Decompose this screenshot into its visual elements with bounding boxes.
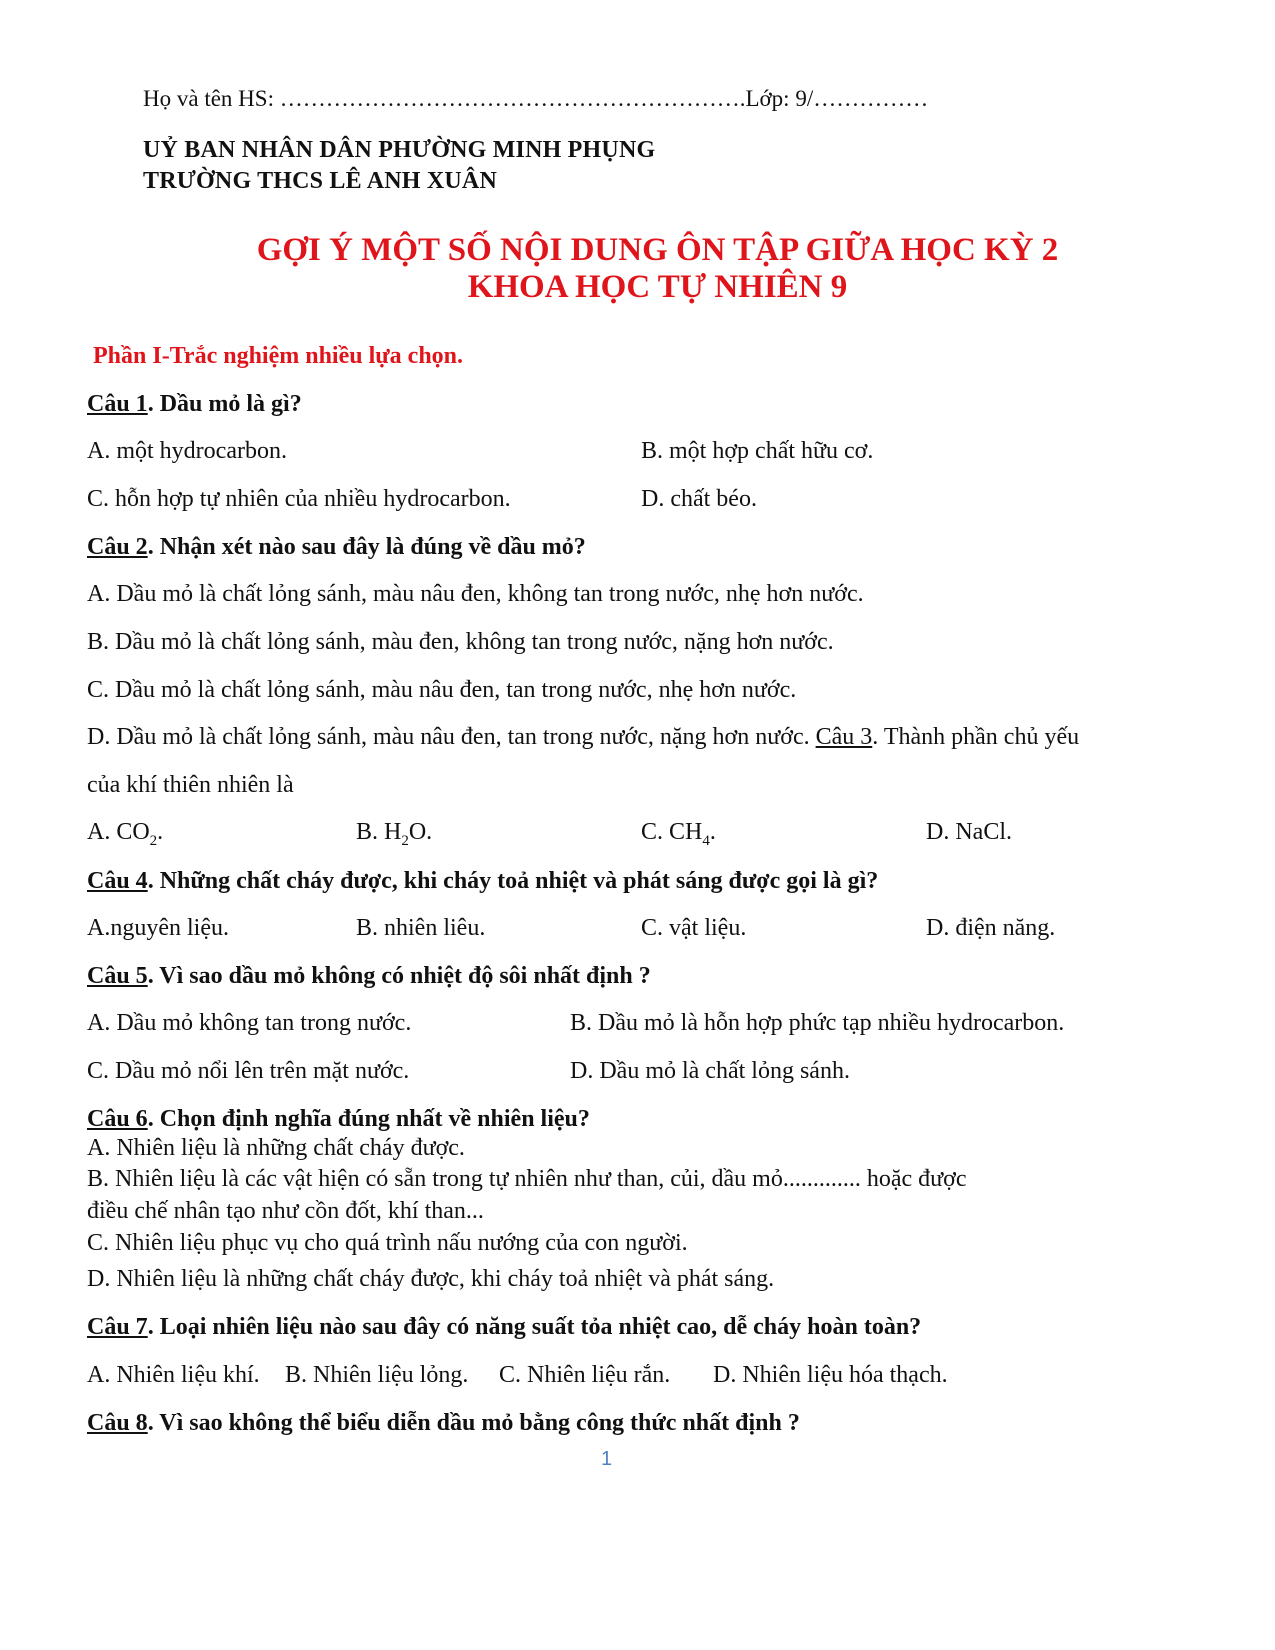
- question-text: . Nhận xét nào sau đây là đúng về dầu mỏ?: [147, 534, 586, 560]
- question-text: . Vì sao không thể biểu diễn dầu mỏ bằng công thức nhất định ?: [147, 1410, 800, 1436]
- student-name-dots: …………………………………………………….: [279, 86, 746, 111]
- question-text: . Loại nhiên liệu nào sau đây có năng suất tỏa nhiệt cao, dễ cháy hoàn toàn?: [147, 1314, 922, 1340]
- q2-option-b: B. Dầu mỏ là chất lỏng sánh, màu đen, không tan trong nước, nặng hơn nước.: [87, 629, 834, 655]
- question-3-text-cont: của khí thiên nhiên là: [87, 772, 294, 798]
- question-6: [87, 1106, 590, 1133]
- q3-a-post: .: [157, 819, 164, 845]
- title-line-1: GỢI Ý MỘT SỐ NỘI DUNG ÔN TẬP GIỮA HỌC KỲ 2: [256, 232, 1059, 268]
- question-number: Câu 8: [87, 1410, 148, 1436]
- page-number: 1: [601, 1448, 613, 1470]
- q3-option-a: [87, 819, 163, 850]
- q1-option-a: A. một hydrocarbon.: [87, 438, 287, 464]
- student-info-line: [143, 86, 928, 112]
- q1-option-c: C. hỗn hợp tự nhiên của nhiều hydrocarbon.: [87, 486, 511, 512]
- question-number: Câu 7: [87, 1314, 148, 1340]
- q3-option-b: [356, 819, 432, 850]
- q3-b-post: O.: [408, 819, 433, 845]
- question-5: [87, 963, 651, 990]
- q2-option-d-with-q3: [87, 724, 1079, 751]
- student-name-label: Họ và tên HS:: [143, 86, 280, 111]
- q7-option-d: D. Nhiên liệu hóa thạch.: [713, 1362, 948, 1388]
- q6-option-b-line1: B. Nhiên liệu là các vật hiện có sẵn trong tự nhiên như than, củi, dầu mỏ............. hoặc được: [87, 1166, 967, 1192]
- question-text: . Những chất cháy được, khi cháy toả nhiệt và phát sáng được gọi là gì?: [147, 868, 879, 894]
- q3-a-text: A. CO: [87, 819, 150, 845]
- q2-option-a: A. Dầu mỏ là chất lỏng sánh, màu nâu đen, không tan trong nước, nhẹ hơn nước.: [87, 581, 864, 607]
- class-dots: ……………: [813, 86, 929, 111]
- q3-a-sub: 2: [149, 832, 158, 849]
- part-1-heading: Phần I-Trắc nghiệm nhiều lựa chọn.: [93, 343, 464, 369]
- q3-c-sub: 4: [702, 832, 710, 849]
- q4-option-d: D. điện năng.: [926, 915, 1056, 941]
- q5-option-d: D. Dầu mỏ là chất lỏng sánh.: [570, 1058, 850, 1084]
- class-label: Lớp: 9/: [745, 86, 814, 111]
- question-3-number: Câu 3: [815, 724, 873, 750]
- question-number: Câu 6: [87, 1106, 148, 1132]
- question-text: . Vì sao dầu mỏ không có nhiệt độ sôi nhất định ?: [147, 963, 651, 989]
- q3-b-text: B. H: [356, 819, 402, 845]
- q7-option-a: A. Nhiên liệu khí.: [87, 1362, 260, 1388]
- question-8: [87, 1410, 800, 1437]
- question-number: Câu 1: [87, 391, 148, 417]
- q3-option-d: D. NaCl.: [926, 819, 1012, 845]
- question-3-text: . Thành phần chủ yếu: [872, 724, 1080, 750]
- q6-option-a: A. Nhiên liệu là những chất cháy được.: [87, 1135, 465, 1161]
- question-7: [87, 1314, 921, 1341]
- q6-option-b-line2: điều chế nhân tạo như cồn đốt, khí than...: [87, 1198, 484, 1224]
- question-number: Câu 5: [87, 963, 148, 989]
- q7-option-c: C. Nhiên liệu rắn.: [499, 1362, 671, 1388]
- q5-option-a: A. Dầu mỏ không tan trong nước.: [87, 1010, 412, 1036]
- q3-c-post: .: [709, 819, 716, 845]
- question-text: . Chọn định nghĩa đúng nhất về nhiên liệu?: [147, 1106, 590, 1132]
- q5-option-b: B. Dầu mỏ là hỗn hợp phức tạp nhiều hydrocarbon.: [570, 1010, 1065, 1036]
- q4-option-b: B. nhiên liêu.: [356, 915, 486, 941]
- q5-option-c: C. Dầu mỏ nổi lên trên mặt nước.: [87, 1058, 410, 1084]
- q1-option-b: B. một hợp chất hữu cơ.: [641, 438, 874, 464]
- q1-option-d: D. chất béo.: [641, 486, 757, 512]
- q6-option-c: C. Nhiên liệu phục vụ cho quá trình nấu nướng của con người.: [87, 1230, 688, 1256]
- q7-option-b: B. Nhiên liệu lỏng.: [285, 1362, 469, 1388]
- question-2: [87, 534, 586, 561]
- q3-option-c: [641, 819, 716, 850]
- question-4: [87, 868, 878, 895]
- org-line-2: TRƯỜNG THCS LÊ ANH XUÂN: [143, 168, 497, 194]
- question-number: Câu 2: [87, 534, 148, 560]
- q6-option-d: D. Nhiên liệu là những chất cháy được, khi cháy toả nhiệt và phát sáng.: [87, 1266, 775, 1292]
- q3-c-text: C. CH: [641, 819, 703, 845]
- q3-b-sub: 2: [401, 832, 409, 849]
- org-line-1: UỶ BAN NHÂN DÂN PHƯỜNG MINH PHỤNG: [143, 137, 656, 163]
- q2-option-d: D. Dầu mỏ là chất lỏng sánh, màu nâu đen, tan trong nước, nặng hơn nước.: [87, 724, 816, 750]
- q2-option-c: C. Dầu mỏ là chất lỏng sánh, màu nâu đen, tan trong nước, nhẹ hơn nước.: [87, 677, 797, 703]
- q4-option-c: C. vật liệu.: [641, 915, 747, 941]
- question-number: Câu 4: [87, 868, 148, 894]
- question-1: [87, 391, 302, 418]
- question-text: . Dầu mỏ là gì?: [147, 391, 302, 417]
- title-line-2: KHOA HỌC TỰ NHIÊN 9: [467, 269, 848, 305]
- q4-option-a: A.nguyên liệu.: [87, 915, 229, 941]
